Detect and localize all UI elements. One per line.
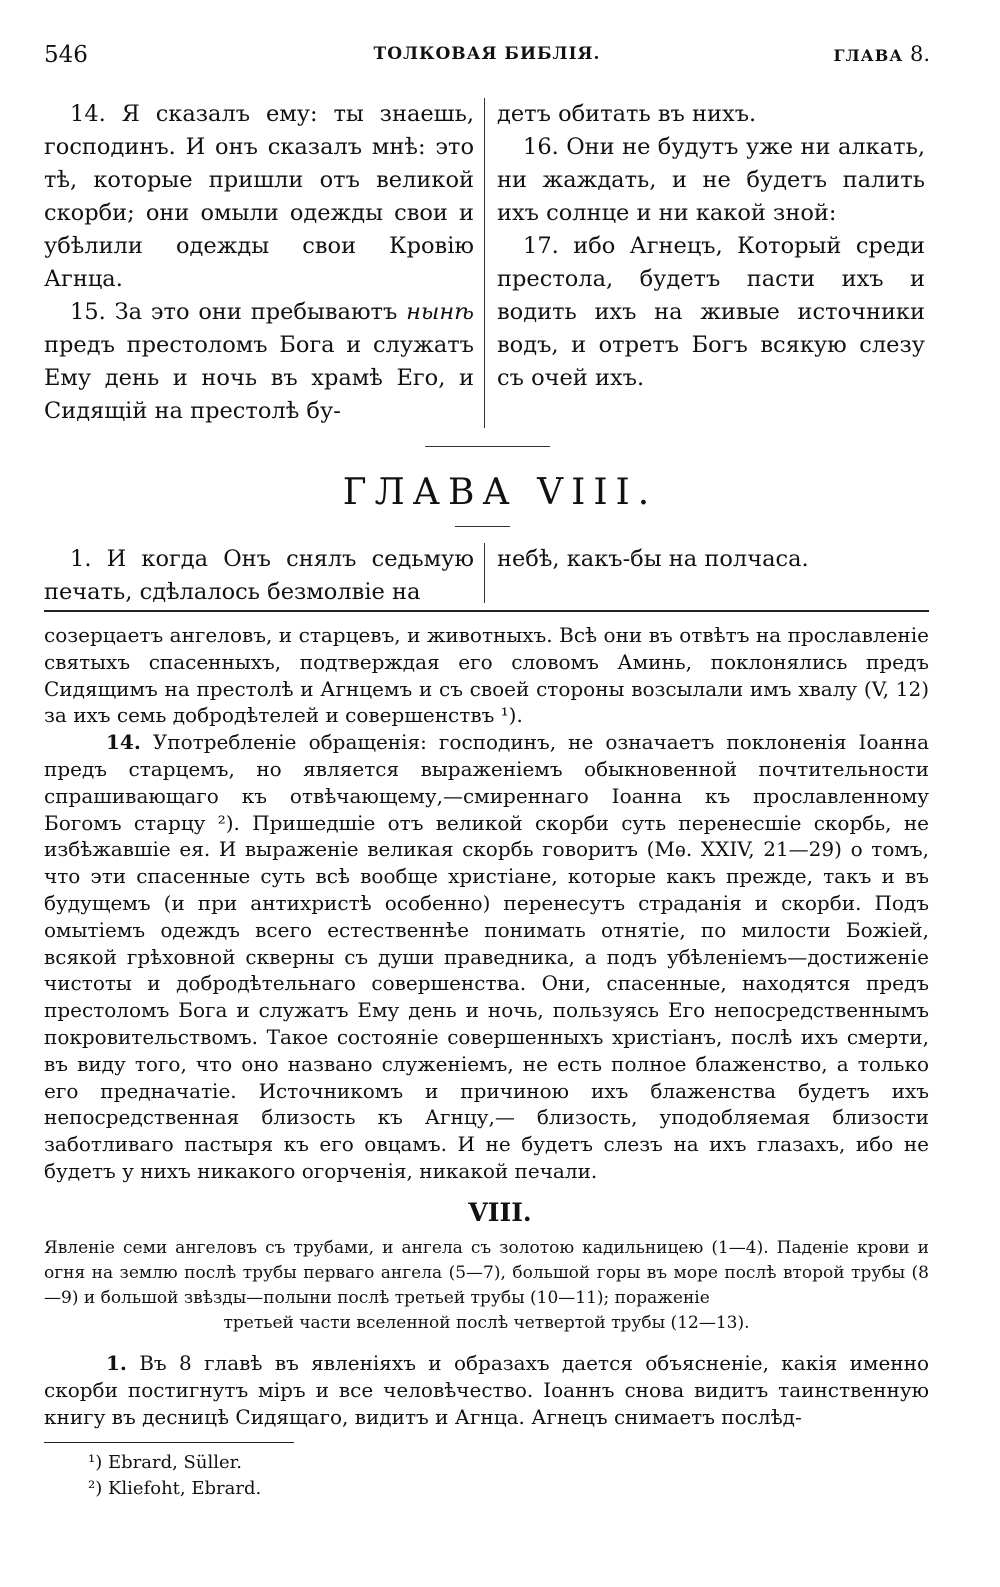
footnotes [88,1450,261,1502]
book-title: ТОЛКОВАЯ БИБЛІЯ. [373,44,601,64]
commentary [44,622,929,1185]
chapter8-left-column [44,543,484,609]
right-column [485,98,925,428]
commentary-verse-1-paragraph: 1. Въ 8 главѣ въ явленіяхъ и образахъ дается объясненіе, какія именно скорби постигнутъ міръ и все человѣчество. Іоаннъ снова видитъ таинственную книгу въ десницѣ Сидящаго, видитъ и Агнца. Агнецъ снимаетъ послѣд- [44,1351,929,1429]
footnote-rule [44,1442,294,1443]
prev-chapter-verses [44,98,929,428]
verse-15: 15. За это они пребываютъ нынѣ предъ престоломъ Бога и служатъ Ему день и ночь въ храмѣ Его, и Сидящій на престолѣ бу- [44,299,474,424]
verse-17: 17. ибо Агнецъ, Который среди престола, будетъ пасти ихъ и водить ихъ на живые источники водъ, и отретъ Богъ всякую слезу съ очей ихъ. [497,233,925,391]
page-number: 546 [44,42,88,68]
running-header [44,42,930,82]
left-column [44,98,484,428]
section-heading: VIII. [468,1198,532,1227]
verse-14: 14. Я сказалъ ему: ты знаешь, господинъ. И онъ сказалъ мнѣ: это тѣ, которые пришли отъ великой скорби; они омыли одежды свои и убѣлили одежды свои Кровію Агнца. [44,101,474,292]
verse-16: 16. Они не будутъ уже ни алкать, ни жаждать, и не будетъ палить ихъ солнце и ни какой зной: [497,134,925,226]
commentary-paragraph-1: созерцаетъ ангеловъ, и старцевъ, и животныхъ. Всѣ они въ отвѣтъ на прославленіе святыхъ спасенныхъ, подтверждая его словомъ Аминь, поклонялись предъ Сидящимъ на престолѣ и Агнцемъ и съ своей стороны возсылали имъ хвалу (V, 12) за ихъ семь добродѣтелей и совершенствъ ¹). [44,623,929,728]
chapter8-verse-1: 1. И когда Онъ снялъ седьмую печать, сдѣлалось безмолвіе на [44,546,474,605]
commentary-paragraph-2: 14. Употребленіе обращенія: господинъ, не означаетъ поклоненія Іоанна предъ старцемъ, но является выраженіемъ обыкновенной почтительности спрашивающаго къ отвѣчающему,—смиреннаго Іоанна къ прославленному Богомъ старцу ²). Пришедшіе отъ великой скорби суть перенесшіе скорбь, не избѣжавшіе ея. И выраженіе великая скорбь говоритъ (Мѳ. XXIV, 21—29) о томъ, что эти спасенные суть всѣ вообще христіане, которые какъ прежде, такъ и въ будущемъ (и при антихристѣ особенно) перенесутъ страданія и скорби. Подъ омытіемъ одеждъ всего естественнѣе понимать отнятіе, по милости Божіей, всякой грѣховной скверны съ души праведника, а подъ убѣленіемъ—достиженіе чистоты и добродѣтельнаго совершенства. Они, спасенные, находятся предъ престоломъ Бога и служатъ Ему день и ночь, пользуясь Его непосредственнымъ покровительствомъ. Такое состояніе совершенныхъ христіанъ, послѣ ихъ смерти, въ виду того, что оно названо служеніемъ, не есть полное блаженство, а только его предначатіе. Источникомъ и причиною ихъ блаженства будетъ ихъ непосредственная близость къ Агнцу,— близость, уподобляемая близости заботливаго пастыря къ его овцамъ. И не будетъ слезъ на ихъ глазахъ, ибо не будетъ у нихъ никакого огорченія, никакой печали. [44,730,929,1183]
footnote-2: ²) Kliefoht, Ebrard. [88,1478,262,1499]
chapter-summary [44,1236,929,1336]
chapter-word: ГЛАВА [833,46,904,65]
footnote-1: ¹) Ebrard, Süller. [88,1452,242,1473]
verse-15-continued: детъ обитать въ нихъ. [497,101,757,127]
chapter8-right-column [485,543,925,609]
summary-text: Явленіе семи ангеловъ съ трубами, и ангела съ золотою кадильницею (1—4). Паденіе крови и огня на землю послѣ трубы перваго ангела (5—7), большой горы въ море послѣ второй трубы (8—9) и большой звѣзды—полыни послѣ третьей трубы (10—11); пораженіе [44,1238,929,1308]
chapter-rule-bottom [455,526,510,527]
chapter-heading: ГЛАВА VIII. [342,472,658,513]
chapter8-verse-1-continued: небѣ, какъ-бы на полчаса. [497,546,809,572]
chapter-number: 8. [909,42,930,66]
chapter8-verses [44,543,929,609]
commentary-verse-1 [44,1350,929,1431]
running-chapter [833,42,930,66]
text-commentary-divider [44,610,929,612]
chapter-rule-top [425,446,550,447]
summary-last-line: третьей части вселенной послѣ четвертой трубы (12—13). [223,1313,750,1333]
